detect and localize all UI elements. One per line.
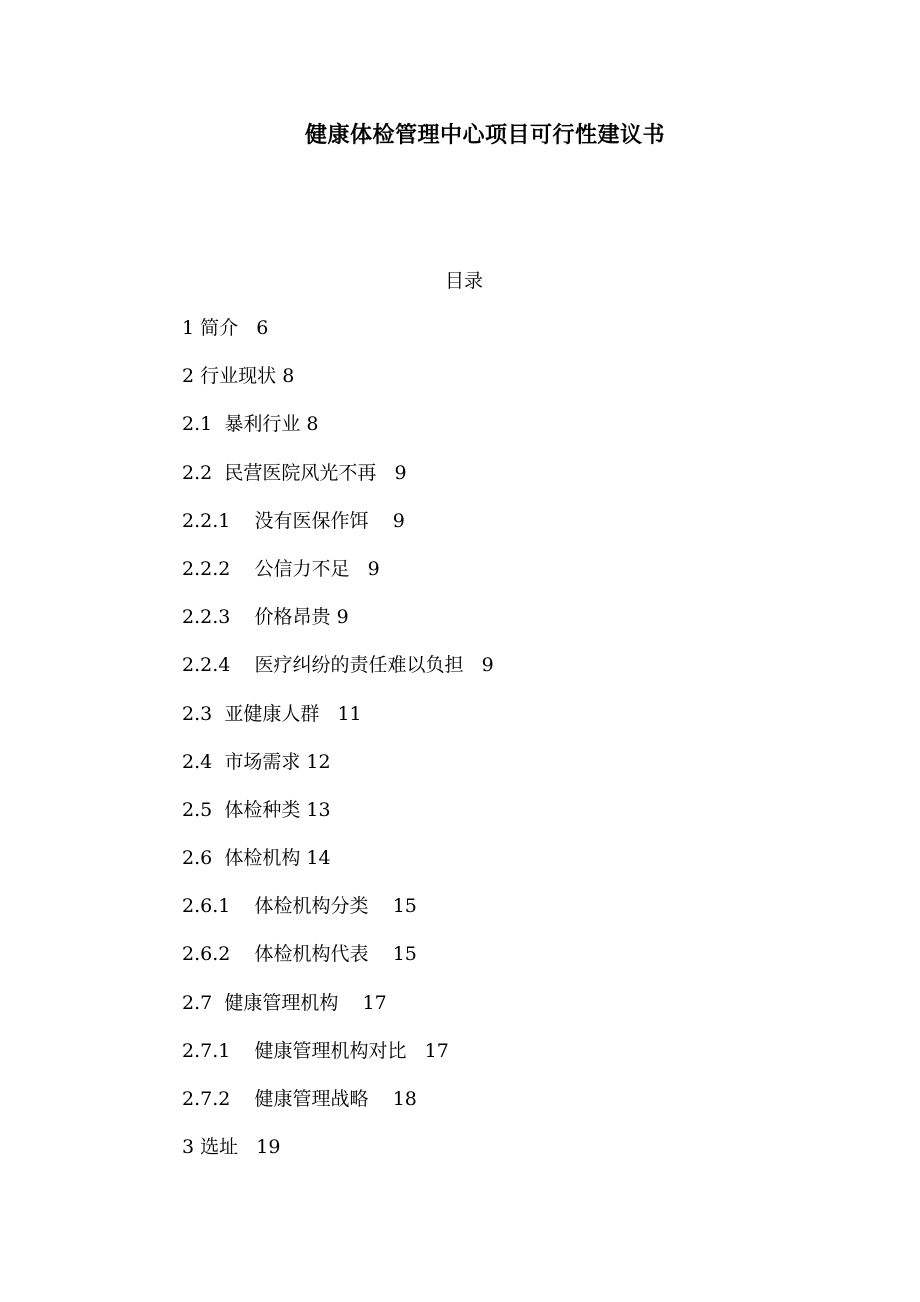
toc-entry-title: 医疗纠纷的责任难以负担 [254, 654, 464, 677]
toc-entry[interactable] [182, 505, 494, 553]
toc-entry[interactable] [182, 649, 494, 697]
document-title: 健康体检管理中心项目可行性建议书 [304, 122, 665, 148]
toc-entry-spacer [464, 654, 482, 676]
toc-entry[interactable] [182, 987, 494, 1035]
toc-entry-spacer [369, 943, 393, 965]
toc-entry-spacer [230, 654, 254, 676]
toc-entry-spacer [230, 895, 254, 917]
table-of-contents [182, 312, 494, 1179]
toc-entry-number: 1 [182, 317, 195, 339]
toc-entry-title: 亚健康人群 [224, 702, 320, 725]
toc-entry-number: 2.2.1 [182, 509, 231, 532]
toc-entry-number: 2.6 [182, 847, 213, 870]
toc-entry-spacer [212, 799, 224, 821]
toc-entry[interactable] [182, 794, 494, 842]
toc-entry-page-number: 11 [337, 702, 362, 725]
toc-entry[interactable] [182, 1131, 494, 1179]
toc-entry[interactable] [182, 746, 494, 794]
toc-entry-number: 2.2.2 [182, 557, 231, 580]
toc-entry-page-number: 17 [362, 991, 387, 1014]
toc-entry[interactable] [182, 601, 494, 649]
toc-entry-number: 2.4 [182, 750, 213, 773]
toc-entry-page-number: 6 [256, 317, 269, 339]
toc-entry[interactable] [182, 457, 494, 505]
toc-entry-title: 暴利行业 [224, 413, 301, 436]
toc-entry-page-number: 19 [256, 1136, 281, 1159]
toc-entry-title: 选址 [200, 1136, 239, 1159]
toc-entry-title: 健康管理机构对比 [254, 1039, 407, 1062]
toc-entry-number: 2.6.2 [182, 943, 231, 966]
toc-entry-page-number: 12 [306, 750, 331, 773]
toc-entry-number: 3 [182, 1136, 195, 1159]
toc-entry-number: 2.5 [182, 798, 213, 821]
toc-entry-spacer [350, 558, 368, 580]
toc-entry-spacer [238, 317, 256, 339]
toc-entry-title: 体检机构分类 [254, 895, 369, 918]
toc-entry[interactable] [182, 938, 494, 986]
toc-entry-title: 简介 [200, 317, 239, 339]
toc-entry-page-number: 9 [481, 654, 494, 677]
toc-entry[interactable] [182, 360, 494, 408]
toc-entry-spacer [230, 1088, 254, 1110]
toc-entry[interactable] [182, 1083, 494, 1131]
toc-entry-title: 公信力不足 [254, 557, 350, 580]
toc-entry-number: 2.7.1 [182, 1039, 231, 1062]
toc-entry-spacer [212, 462, 224, 484]
toc-entry-number: 2.7 [182, 991, 213, 1014]
toc-entry-spacer [212, 413, 224, 435]
toc-entry[interactable] [182, 698, 494, 746]
toc-entry-title: 健康管理战略 [254, 1088, 369, 1110]
toc-entry-title: 价格昂贵 [254, 606, 331, 629]
toc-entry-spacer [230, 510, 254, 532]
toc-entry-spacer [212, 992, 224, 1014]
toc-entry-spacer [212, 847, 224, 869]
toc-entry-page-number: 8 [306, 413, 319, 436]
toc-entry-number: 2.2.3 [182, 606, 231, 629]
toc-entry-spacer [230, 606, 254, 628]
toc-entry-spacer [369, 1088, 393, 1110]
toc-entry-spacer [369, 510, 393, 532]
toc-entry-spacer [407, 1040, 425, 1062]
toc-entry[interactable] [182, 312, 494, 360]
toc-entry-spacer [230, 1040, 254, 1062]
toc-entry[interactable] [182, 842, 494, 890]
toc-entry-number: 2.1 [182, 413, 213, 436]
toc-entry-page-number: 9 [336, 606, 349, 629]
toc-entry-number: 2.2 [182, 461, 213, 484]
toc-entry-page-number: 9 [392, 509, 405, 532]
toc-entry-title: 没有医保作饵 [254, 509, 369, 532]
toc-entry-spacer [238, 1136, 256, 1158]
toc-entry-title: 市场需求 [224, 750, 301, 773]
toc-entry[interactable] [182, 1035, 494, 1083]
toc-entry-page-number: 9 [394, 461, 407, 484]
toc-entry-spacer [376, 462, 394, 484]
toc-entry-spacer [230, 943, 254, 965]
toc-entry-title: 行业现状 [200, 365, 277, 388]
toc-entry-title: 健康管理机构 [224, 991, 339, 1014]
toc-entry-spacer [212, 703, 224, 725]
toc-heading: 目录 [444, 270, 483, 292]
toc-entry-page-number: 13 [306, 798, 331, 821]
toc-entry-page-number: 8 [282, 365, 295, 388]
toc-entry-page-number: 9 [367, 557, 380, 580]
toc-entry-page-number: 18 [392, 1088, 417, 1110]
toc-entry-page-number: 14 [306, 847, 331, 870]
toc-entry-number: 2 [182, 365, 195, 388]
toc-entry-number: 2.2.4 [182, 654, 231, 677]
toc-entry-title: 体检机构代表 [254, 943, 369, 966]
toc-entry[interactable] [182, 890, 494, 938]
toc-entry[interactable] [182, 553, 494, 601]
toc-entry-number: 2.6.1 [182, 895, 231, 918]
toc-entry-page-number: 15 [392, 895, 417, 918]
toc-entry-spacer [369, 895, 393, 917]
toc-entry[interactable] [182, 408, 494, 456]
toc-entry-title: 体检种类 [224, 798, 301, 821]
toc-entry-number: 2.7.2 [182, 1088, 231, 1110]
toc-entry-title: 体检机构 [224, 847, 301, 870]
toc-entry-spacer [319, 703, 337, 725]
toc-entry-page-number: 15 [392, 943, 417, 966]
toc-entry-spacer [338, 992, 362, 1014]
toc-entry-number: 2.3 [182, 702, 213, 725]
toc-entry-spacer [230, 558, 254, 580]
toc-entry-page-number: 17 [424, 1039, 449, 1062]
toc-entry-spacer [212, 751, 224, 773]
toc-entry-title: 民营医院风光不再 [224, 461, 377, 484]
